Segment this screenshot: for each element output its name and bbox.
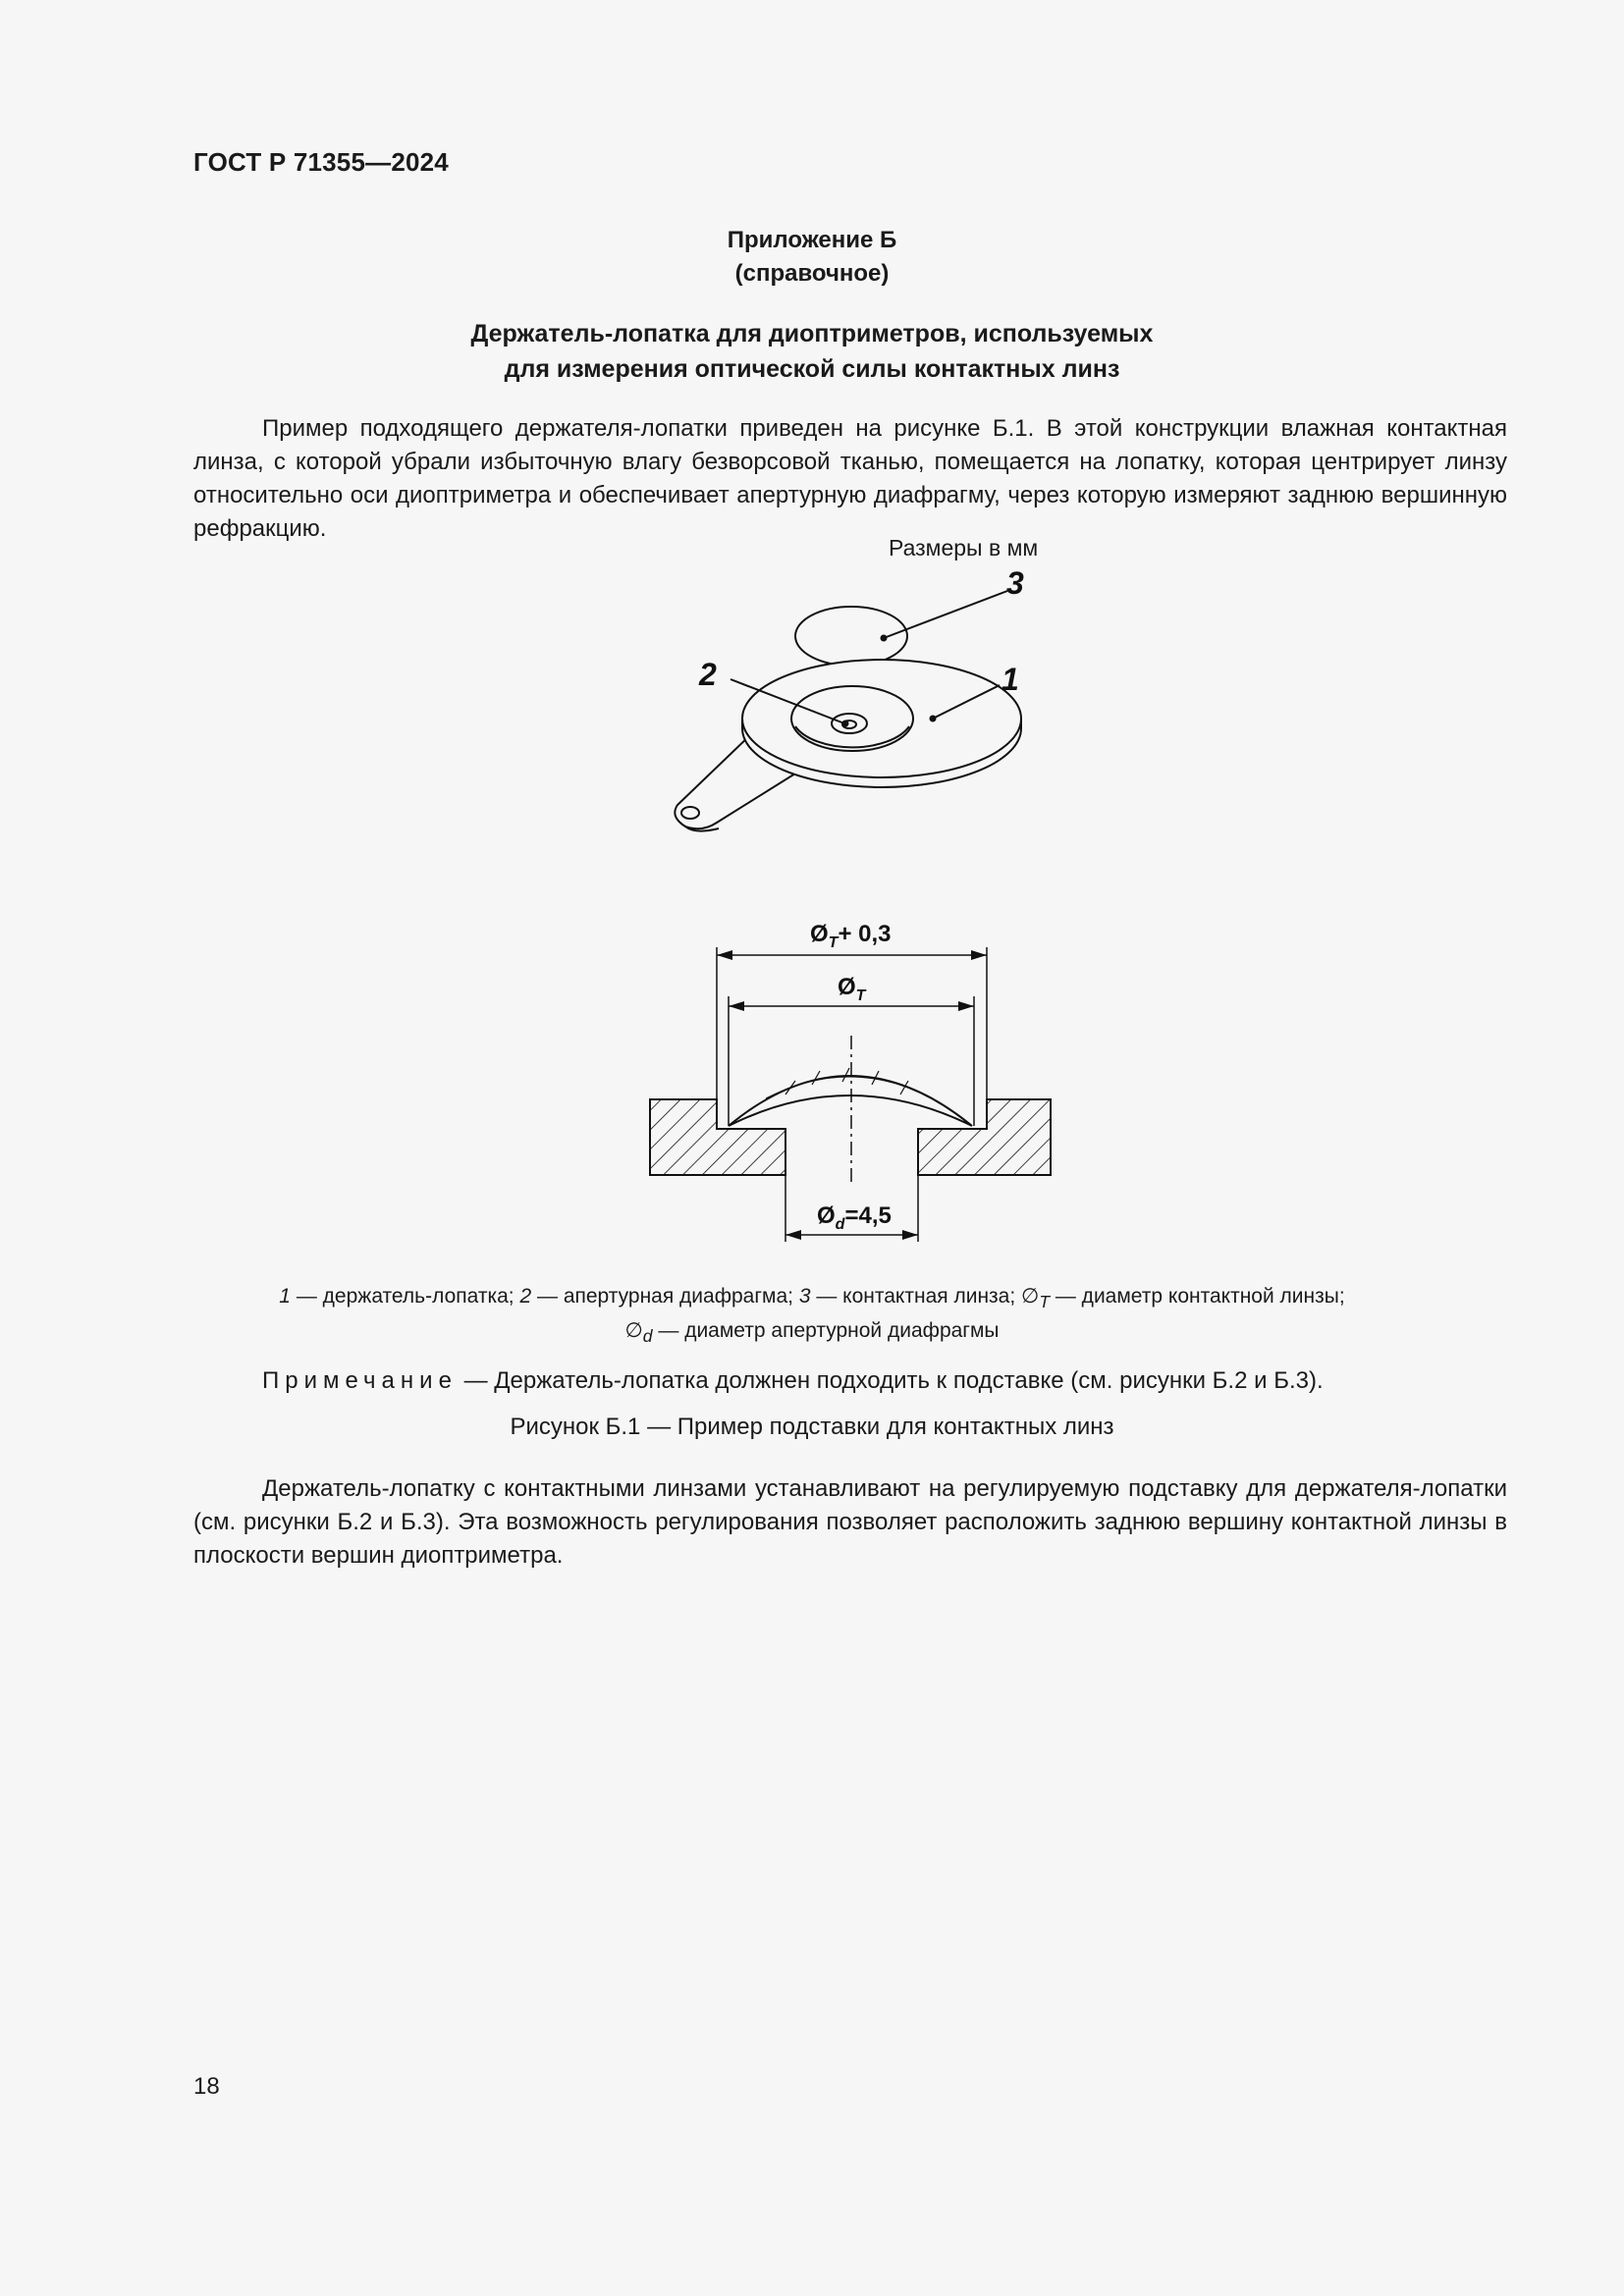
dimensions-note: Размеры в мм	[889, 535, 1039, 561]
closing-paragraph: Держатель-лопатку с контактными линзами устанавливают на регулируемую подставку для держателя-лопатки (см. рисунки Б.2 и Б.3). Эта возможность регулирования позволяет расположить заднюю вершину контактной линзы в плоскости вершин диоптриметра.	[193, 1475, 1507, 1569]
intro-paragraph: Пример подходящего держателя-лопатки приведен на рисунке Б.1. В этой конструкции влажная контактная линза, с которой убрали избыточную влагу безворсовой тканью, помещается на лопатку, которая центрирует линзу относительно оси диоптриметра и обеспечивает апертурную диафрагму, через которую измеряют заднюю вершинную рефракцию.	[193, 415, 1507, 542]
section-title-line2: для измерения оптической силы контактных линз	[504, 355, 1120, 383]
holder-isometric-drawing	[648, 569, 1060, 854]
dim-inner-label: $Ø_T$	[838, 974, 866, 1004]
callout-1: 1	[1001, 662, 1019, 697]
holder-disk	[742, 660, 1021, 777]
dim-outer-label: $Ø_T+ 0,3$	[810, 921, 892, 951]
callout-3: 3	[1006, 569, 1024, 601]
figure-caption: Рисунок Б.1 — Пример подставки для контактных линз	[510, 1414, 1114, 1440]
legend-line2: $\emptyset_d$ — диаметр апертурной диафрагмы	[624, 1319, 1000, 1347]
note-text: — Держатель-лопатка должнен подходить к подставке (см. рисунки Б.2 и Б.3).	[457, 1367, 1324, 1394]
section-title	[0, 316, 1624, 387]
figure-note	[262, 1367, 1324, 1395]
callout-2: 2	[699, 657, 717, 692]
note-label: Примечание	[262, 1367, 458, 1394]
lens-section	[729, 1076, 972, 1126]
appendix-subtitle: (справочное)	[734, 260, 890, 287]
figure-legend	[0, 1282, 1624, 1351]
appendix-title: Приложение Б	[727, 227, 897, 253]
dim-aperture-label: $Ø_d=4,5$	[817, 1202, 892, 1233]
page-number: 18	[193, 2073, 220, 2100]
section-title-line1: Держатель-лопатка для диоптриметров, используемых	[470, 320, 1154, 347]
holder-cross-section-drawing	[638, 908, 1070, 1256]
appendix-heading	[0, 224, 1624, 291]
document-header: ГОСТ Р 71355—2024	[193, 147, 449, 177]
legend-line1: 1 — держатель-лопатка; 2 — апертурная диафрагма; 3 — контактная линза; $\emptyset_T$ — диаметр контактной линзы;	[279, 1285, 1345, 1312]
